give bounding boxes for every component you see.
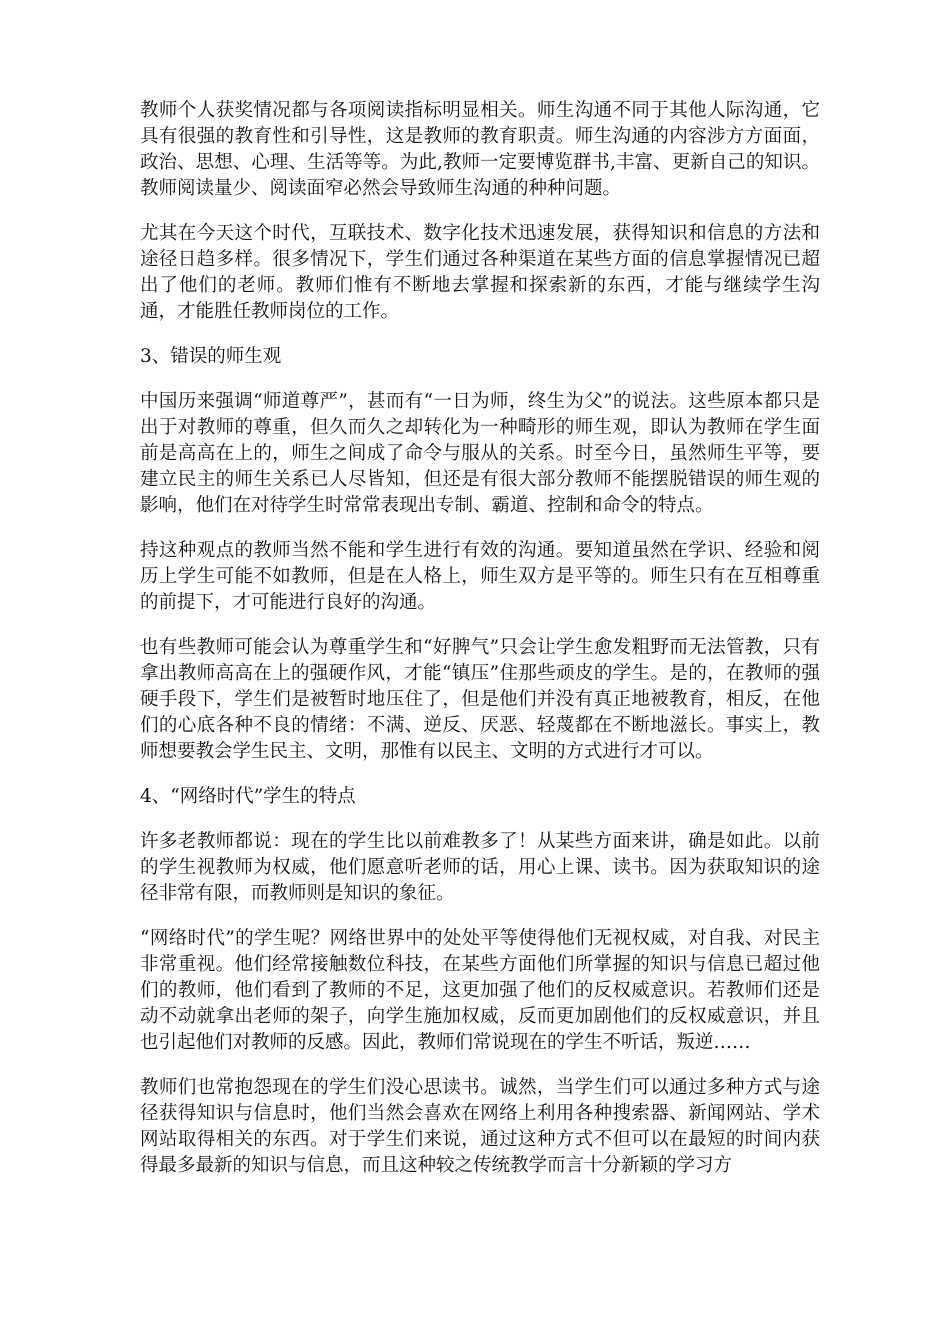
paragraph-no-reading: 教师们也常抱怨现在的学生们没心思读书。诚然，当学生们可以通过多种方式与途径获得知识与信息时，他们当然会喜欢在网络上利用各种搜索器、新闻网站、学术网站取得相关的东西。对于学生们来说，通过这种方式不但可以在最短的时间内获得最多最新的知识与信息，而且这种较之传统教学而言十分新颖的学习方: [140, 1077, 820, 1176]
paragraph-old-teachers: 许多老教师都说：现在的学生比以前难教多了！从某些方面来讲，确是如此。以前的学生视教师为权威，他们愿意听老师的话，用心上课、读书。因为获取知识的途径非常有限，而教师则是知识的象征。: [140, 831, 820, 904]
section-heading-3: 3、错误的师生观: [140, 346, 282, 367]
paragraph-strict-teachers: 也有些教师可能会认为尊重学生和“好脾气”只会让学生愈发粗野而无法管教，只有拿出教师高高在上的强硬作风，才能“镇压”住那些顽皮的学生。是的，在教师的强硬手段下，学生们是被暂时地压住了，但是他们并没有真正地被教育，相反，在他们的心底各种不良的情绪：不满、逆反、厌恶、轻蔑都在不断地滋长。事实上，教师想要教会学生民主、文明，那惟有以民主、文明的方式进行才可以。: [140, 637, 820, 762]
paragraph-effective-communication: 持这种观点的教师当然不能和学生进行有效的沟通。要知道虽然在学识、经验和阅历上学生可能不如教师，但是在人格上，师生双方是平等的。师生只有在互相尊重的前提下，才可能进行良好的沟通。: [140, 540, 820, 613]
paragraph-network-students: “网络时代”的学生呢？网络世界中的处处平等使得他们无视权威，对自我、对民主非常重视。他们经常接触数位科技，在某些方面他们所掌握的知识与信息已超过他们的教师，他们看到了教师的不足，这更加强了他们的反权威意识。若教师们还是动不动就拿出老师的架子，向学生施加权威，反而更加剧他们的反权威意识，并且也引起他们对教师的反感。因此，教师们常说现在的学生不听话，叛逆……: [140, 928, 820, 1053]
paragraph-teacher-dignity: 中国历来强调“师道尊严”，甚而有“一日为师，终生为父”的说法。这些原本都只是出于对教师的尊重，但久而久之却转化为一种畸形的师生观，即认为教师在学生面前是高高在上的，师生之间成了命令与服从的关系。时至今日，虽然师生平等，要建立民主的师生关系已人尽皆知，但还是有很大部分教师不能摆脱错误的师生观的影响，他们在对待学生时常常表现出专制、霸道、控制和命令的特点。: [140, 391, 820, 516]
paragraph-awards-reading: 教师个人获奖情况都与各项阅读指标明显相关。师生沟通不同于其他人际沟通，它具有很强的教育性和引导性，这是教师的教育职责。师生沟通的内容涉方方面面，政治、思想、心理、生活等等。为此,教师一定要博览群书,丰富、更新自己的知识。教师阅读量少、阅读面窄必然会导致师生沟通的种种问题。: [140, 100, 820, 199]
paragraph-internet-era: 尤其在今天这个时代，互联技术、数字化技术迅速发展，获得知识和信息的方法和途径日趋多样。很多情况下，学生们通过各种渠道在某些方面的信息掌握情况已超出了他们的老师。教师们惟有不断地去掌握和探索新的东西，才能与继续学生沟通，才能胜任教师岗位的工作。: [140, 223, 820, 322]
document-page: [140, 98, 820, 1198]
section-heading-4: 4、“网络时代”学生的特点: [140, 786, 356, 807]
